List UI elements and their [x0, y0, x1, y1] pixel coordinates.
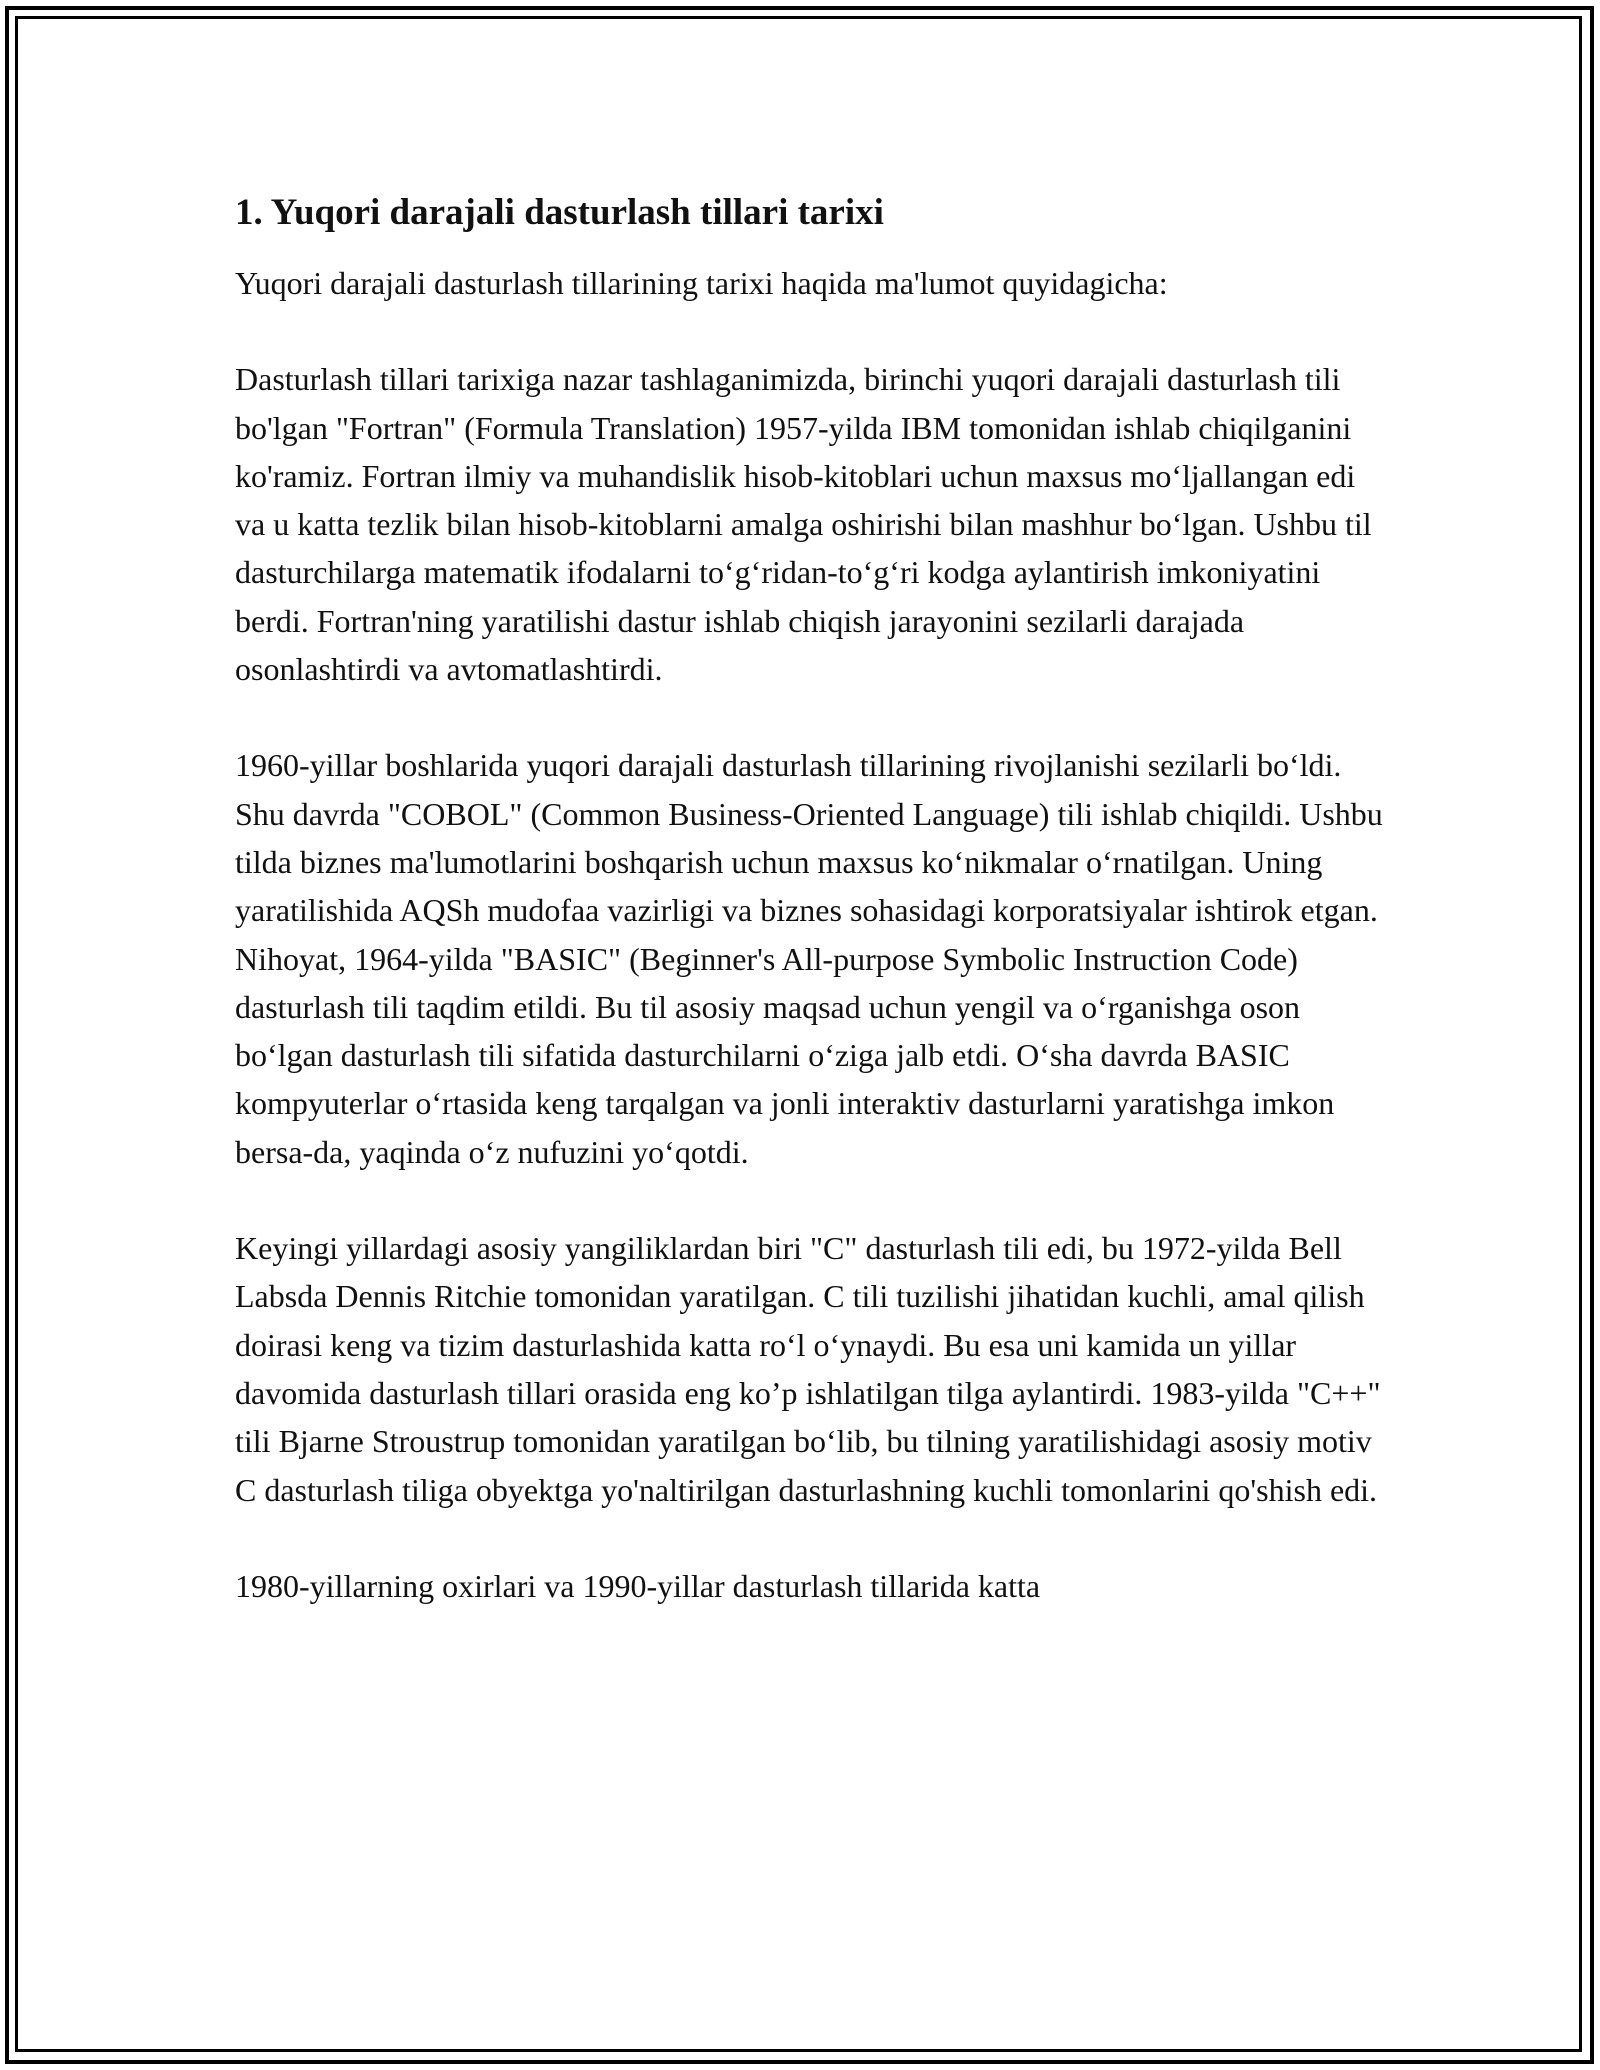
paragraph-1980s: 1980-yillarning oxirlari va 1990-yillar dasturlash tillarida katta: [235, 1567, 1041, 1604]
intro-paragraph: Yuqori darajali dasturlash tillarining tarixi haqida ma'lumot quyidagicha:: [235, 265, 1168, 301]
paragraph-fortran: Dasturlash tillari tarixiga nazar tashlaganimizda, birinchi yuqori darajali dasturlash tili bo'lgan "Fortran" (Formula Translation) 1957-yilda IBM tomonidan ishlab chiqilganini ko'ramiz. Fortran ilmiy va muhandislik hisob-kitoblari uchun maxsus mo‘ljallangan edi va u katta tezlik bilan hisob-kitoblarni amalga oshirishi bilan mashhur bo‘lgan. Ushbu til dasturchilarga matematik ifodalarni to‘g‘ridan-to‘g‘ri kodga aylantirish imkoniyatini berdi. Fortran'ning yaratilishi dastur ishlab chiqish jarayonini sezilarli darajada osonlashtirdi va avtomatlashtirdi.: [235, 361, 1372, 688]
paragraph-c-cpp: Keyingi yillardagi asosiy yangiliklardan biri "C" dasturlash tili edi, bu 1972-yilda Bell Labsda Dennis Ritchie tomonidan yaratilgan. C tili tuzilishi jihatidan kuchli, amal qilish doirasi keng va tizim dasturlashida katta ro‘l o‘ynaydi. Bu esa uni kamida un yillar davomida dasturlash tillari orasida eng ko’p ishlatilgan tilga aylantirdi. 1983-yilda "C++" tili Bjarne Stroustrup tomonidan yaratilgan bo‘lib, bu tilning yaratilishidagi asosiy motiv C dasturlash tiliga obyektga yo'naltirilgan dasturlashning kuchli tomonlarini qo'shish edi.: [235, 1230, 1381, 1508]
paragraph-cobol-basic: 1960-yillar boshlarida yuqori darajali dasturlash tillarining rivojlanishi sezilarli bo‘ldi. Shu davrda "COBOL" (Common Business-Oriented Language) tili ishlab chiqildi. Ushbu tilda biznes ma'lumotlarini boshqarish uchun maxsus ko‘nikmalar o‘rnatilgan. Uning yaratilishida AQSh mudofaa vazirligi va biznes sohasidagi korporatsiyalar ishtirok etgan. Nihoyat, 1964-yilda "BASIC" (Beginner's All-purpose Symbolic Instruction Code) dasturlash tili taqdim etildi. Bu til asosiy maqsad uchun yengil va o‘rganishga oson bo‘lgan dasturlash tili sifatida dasturchilarni o‘ziga jalb etdi. O‘sha davrda BASIC kompyuterlar o‘rtasida keng tarqalgan va jonli interaktiv dasturlarni yaratishga imkon bersa-da, yaqinda o‘z nufuzini yo‘qotdi.: [235, 747, 1383, 1170]
document-body: [235, 185, 1385, 1658]
section-heading: 1. Yuqori darajali dasturlash tillari tarixi: [235, 192, 884, 233]
